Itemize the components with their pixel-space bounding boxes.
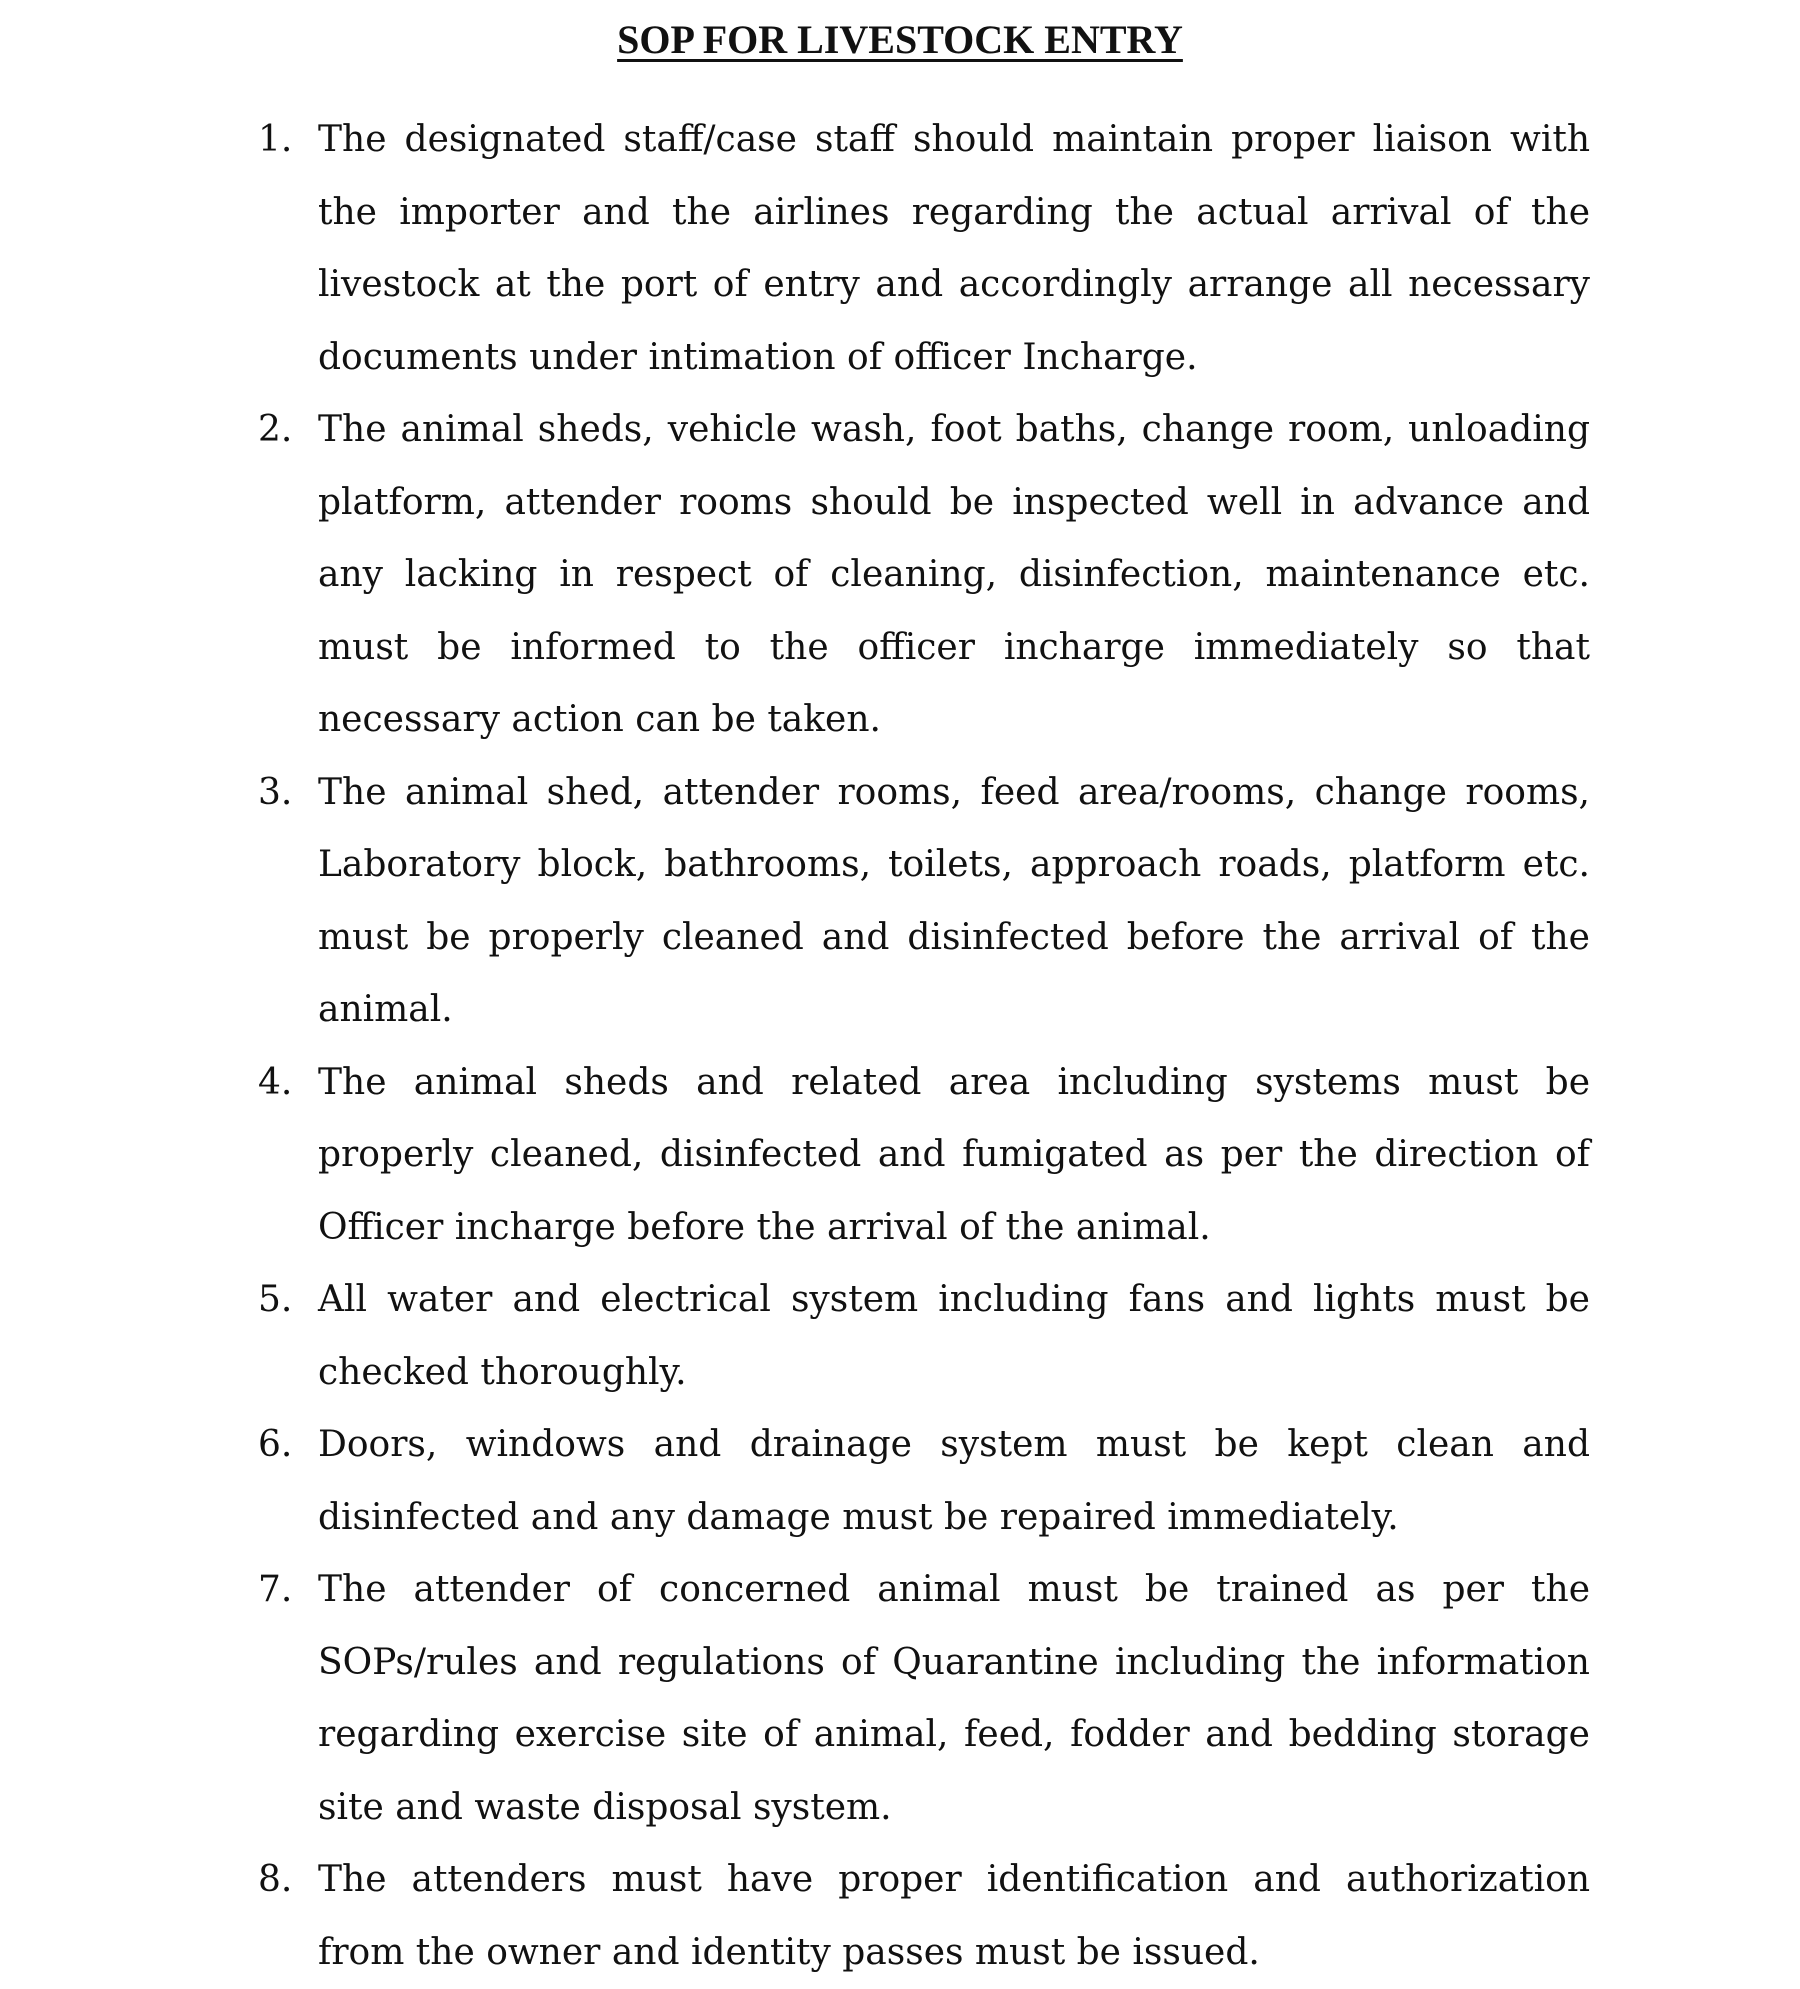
sop-item-4 [258, 1047, 1590, 1265]
sop-item-text: The animal sheds and related area including systems must be properly cleaned, disinfected and fumigated as per the direction of Officer incharge before the arrival of the animal. [318, 1061, 1590, 1248]
sop-item-8 [258, 1844, 1590, 1989]
sop-item-1 [258, 104, 1590, 394]
sop-list [258, 104, 1590, 1989]
sop-item-5 [258, 1264, 1590, 1409]
sop-item-number: 4. [258, 1061, 293, 1103]
sop-item-text: The attender of concerned animal must be trained as per the SOPs/rules and regulations of Quarantine including the information regarding exercise site of animal, feed, fodder and bedding storage site and waste disposal system. [318, 1569, 1590, 1828]
sop-item-number: 8. [258, 1859, 293, 1900]
sop-item-6 [258, 1409, 1590, 1554]
sop-item-text: Doors, windows and drainage system must be kept clean and disinfected and any damage must be repaired immediately. [318, 1424, 1590, 1538]
sop-item-number: 5. [258, 1279, 293, 1320]
sop-item-text: All water and electrical system including fans and lights must be checked thoroughly. [318, 1279, 1590, 1393]
sop-item-text: The animal shed, attender rooms, feed area/rooms, change rooms, Laboratory block, bathrooms, toilets, approach roads, platform etc. must be properly cleaned and disinfected before the arrival of the animal. [318, 771, 1590, 1030]
sop-item-7 [258, 1554, 1590, 1844]
sop-item-number: 1. [258, 119, 293, 160]
sop-item-number: 2. [258, 409, 293, 450]
document-title [0, 14, 1800, 66]
sop-item-text: The animal sheds, vehicle wash, foot baths, change room, unloading platform, attender rooms should be inspected well in advance and any lacking in respect of cleaning, disinfection, maintenance etc. must be informed to the officer incharge immediately so that necessary action can be taken. [318, 409, 1590, 740]
sop-item-2 [258, 394, 1590, 757]
document-title-text: SOP FOR LIVESTOCK ENTRY [617, 17, 1183, 62]
sop-item-number: 7. [258, 1569, 293, 1610]
sop-item-number: 3. [258, 771, 293, 813]
sop-item-text: The attenders must have proper identification and authorization from the owner and identity passes must be issued. [318, 1859, 1590, 1973]
sop-item-number: 6. [258, 1424, 293, 1465]
sop-item-text: The designated staff/case staff should maintain proper liaison with the importer and the airlines regarding the actual arrival of the livestock at the port of entry and accordingly arrange all necessary documents under intimation of officer Incharge. [318, 119, 1590, 378]
sop-item-3 [258, 757, 1590, 1047]
